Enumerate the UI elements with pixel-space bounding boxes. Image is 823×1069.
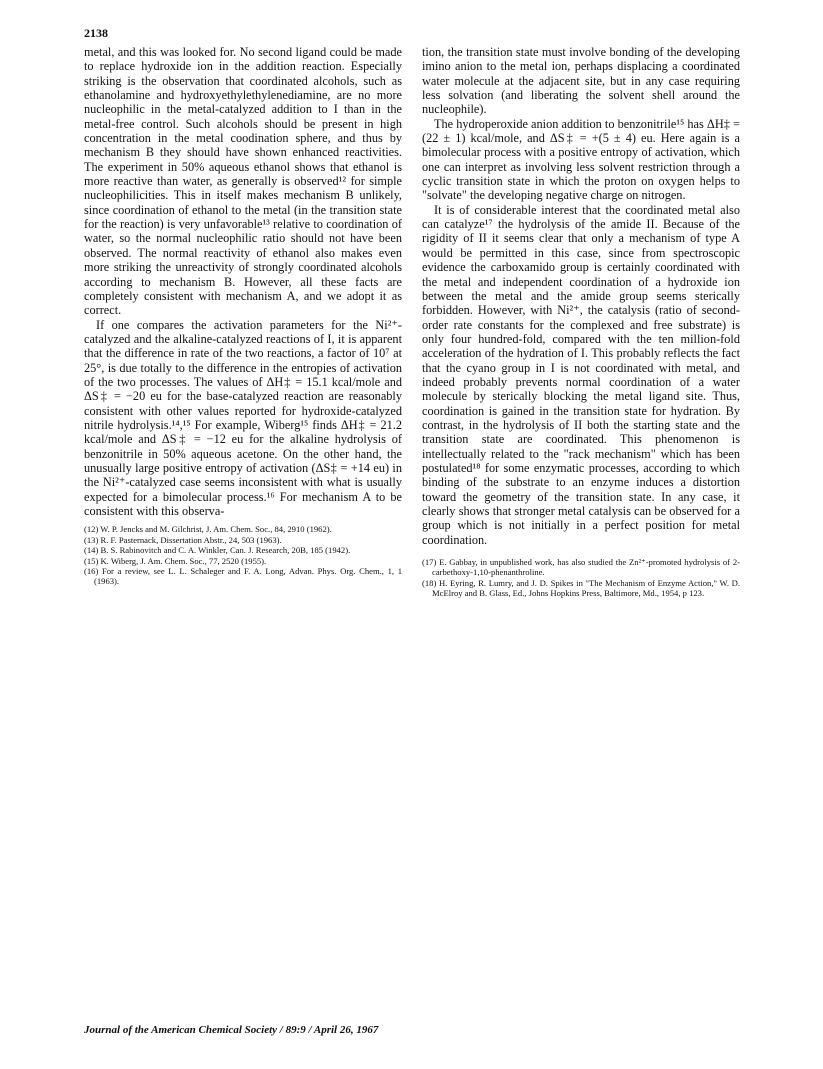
body-paragraph: It is of considerable interest that the coordinated metal also can catalyze¹⁷ the hydrolysis of the amide II. Because of the rigidity of II it seems clear that only a mechanism of type A would be permitted in this case, since from spectroscopic evidence the carboxamido group is certainly coordinated with the metal and independent coordination of a hydroxide ion between the metal and the amide group seems sterically forbidden. However, with Ni²⁺, the catalysis (ratio of second-order rate constants for the complexed and free substrate) is only four hundred-fold, compared with the ten million-fold acceleration of the hydration of I. This probably reflects the fact that the cyano group in I is not coordinated with metal, and indeed probably prevents normal coordination of a water molecule by sterically blocking the metal ligand site. Thus, coordination is gained in the transition state for hydration. By contrast, in the hydrolysis of II both the starting state and the transition state are coordinated. This phenomenon is intellectually related to the "rack mechanism" which has been postulated¹⁸ for some enzymatic processes, according to which binding of the substrate to an enzyme induces a distortion toward the geometry of the transition state. In any case, it clearly shows that stronger metal catalysis can be observed for a group which is not initially in a perfect position for metal coordination.	[422, 202, 740, 547]
footnote: (17) E. Gabbay, in unpublished work, has also studied the Zn²⁺-promoted hydrolysis of 2-carbethoxy-1,10-phenanthroline.	[422, 557, 740, 578]
body-paragraph: metal, and this was looked for. No second ligand could be made to replace hydroxide ion in the addition reaction. Especially striking is the observation that coordinated alcohols, such as ethanolamine and hydroxyethylethylenediamine, are no more nucleophilic in the metal-catalyzed addition to I than in the metal-free control. Such alcohols should be present in high concentration in the metal coodination sphere, and thus by mechanism B they should have shown enhanced reactivities. The experiment in 50% aqueous ethanol shows that ethanol is more reactive than water, as generally is observed¹² for simple nucleophilicities. This in itself makes mechanism B unlikely, since coordination of ethanol to the metal (in the transition state for the reaction) is very unfavorable¹³ relative to coordination of water, so the normal nucleophilic ratio should not have been observed. The normal reactivity of ethanol also makes even more striking the unreactivity of strongly coordinated alcohols according to mechanism B. However, all these facts are completely consistent with mechanism A, and we adopt it as correct.	[84, 45, 402, 318]
body-paragraph: The hydroperoxide anion addition to benzonitrile¹⁵ has ΔH‡ = (22 ± 1) kcal/mole, and ΔS‡ = +(5 ± 4) eu. Here again is a bimolecular process with a positive entropy of activation, which one can interpret as involving less solvent restriction through a cyclic transition state in which the proton on oxygen helps to "solvate" the developing negative charge on nitrogen.	[422, 116, 740, 203]
body-paragraph: If one compares the activation parameters for the Ni²⁺-catalyzed and the alkaline-catalyzed reactions of I, it is apparent that the difference in rate of the two reactions, a factor of 10⁷ at 25°, is due totally to the difference in the entropies of activation of the two processes. The values of ΔH‡ = 15.1 kcal/mole and ΔS‡ = −20 eu for the base-catalyzed reaction are reasonably consistent with other values reported for hydroxide-catalyzed nitrile hydrolysis.¹⁴,¹⁵ For example, Wiberg¹⁵ finds ΔH‡ = 21.2 kcal/mole and ΔS‡ = −12 eu for the alkaline hydrolysis of benzonitrile in 50% aqueous acetone. On the other hand, the unusually large positive entropy of activation (ΔS‡ = +14 eu) in the Ni²⁺-catalyzed case seems inconsistent with what is usually expected for a bimolecular process.¹⁶ For mechanism A to be consistent with this observa-	[84, 317, 402, 518]
footnote: (13) R. F. Pasternack, Dissertation Abstr., 24, 503 (1963).	[84, 534, 282, 545]
body-paragraph: tion, the transition state must involve bonding of the developing imino anion to the metal ion, perhaps displacing a coordinated water molecule at the adjacent site, but in any case requiring less solvation (and liberating the solvent shell around the nucleophile).	[422, 45, 740, 117]
footnote: (16) For a review, see L. L. Schaleger and F. A. Long, Advan. Phys. Org. Chem., 1, 1 (1963).	[84, 565, 402, 587]
footnotes-right	[422, 557, 740, 599]
journal-footer: Journal of the American Chemical Society / 89:9 / April 26, 1967	[84, 1024, 379, 1036]
page-number: 2138	[84, 26, 108, 40]
footnote: (14) B. S. Rabinovitch and C. A. Winkler, Can. J. Research, 20B, 185 (1942).	[84, 545, 351, 556]
left-column	[84, 45, 402, 587]
footnotes-left	[84, 524, 402, 586]
right-column	[422, 45, 740, 599]
footnote: (12) W. P. Jencks and M. Gilchrist, J. Am. Chem. Soc., 84, 2910 (1962).	[84, 524, 332, 535]
footnote: (18) H. Eyring, R. Lumry, and J. D. Spikes in "The Mechanism of Enzyme Action," W. D. McElroy and B. Glass, Ed., Johns Hopkins Press, Baltimore, Md., 1954, p 123.	[422, 577, 740, 599]
footnote: (15) K. Wiberg, J. Am. Chem. Soc., 77, 2520 (1955).	[84, 555, 267, 566]
